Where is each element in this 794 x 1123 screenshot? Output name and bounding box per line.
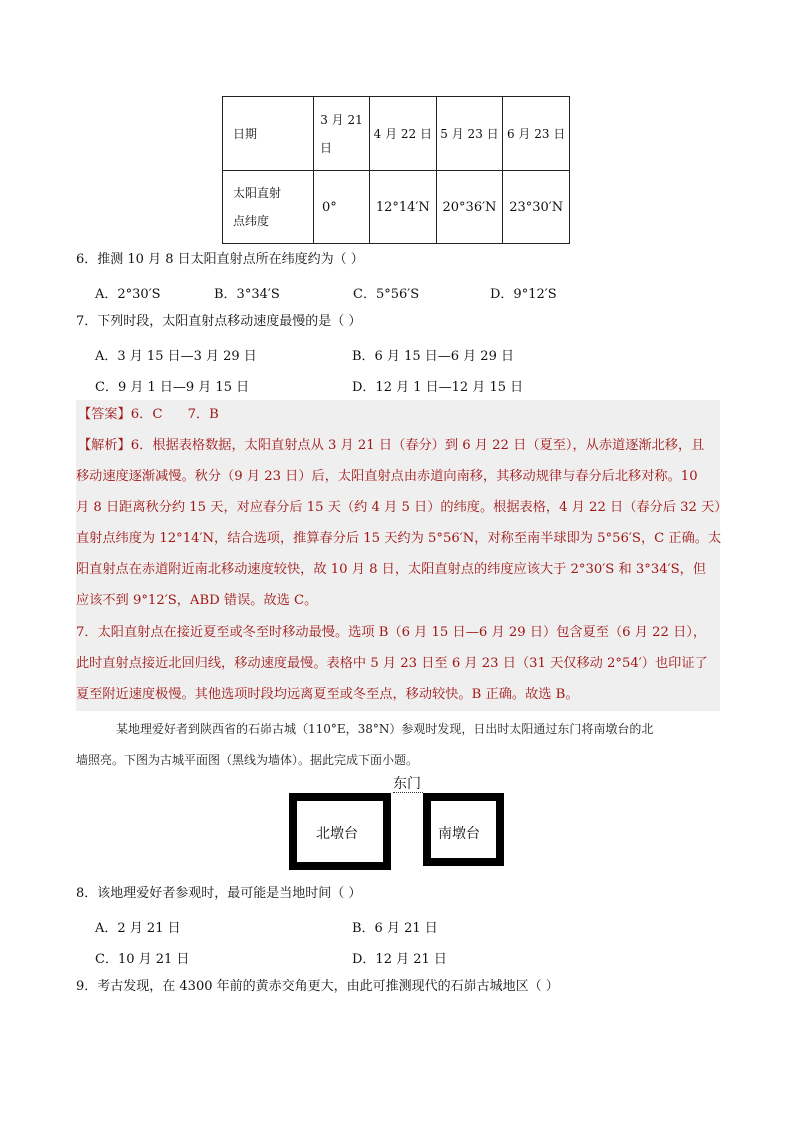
- analysis-line: 应该不到 9°12′S，ABD 错误。故选 C。: [76, 593, 318, 608]
- answer-line: [78, 406, 219, 424]
- east-gate-line: [393, 792, 423, 793]
- analysis-line: 7．太阳直射点在接近夏至或冬至时移动最慢。选项 B（6 月 15 日—6 月 29 日）包含夏至（6 月 22 日），: [76, 625, 707, 640]
- q8-option-c: C．10 月 21 日: [95, 952, 190, 967]
- answer-text: 6．C 7．B: [130, 407, 219, 422]
- table-header-cell: 6 月 23 日: [503, 97, 570, 171]
- north-platform-label: 北墩台: [316, 826, 358, 842]
- analysis-line: 月 8 日距离秋分约 15 天，对应春分后 15 天（约 4 月 5 日）的纬度。根据表格，4 月 22 日（春分后 32 天）: [76, 500, 728, 515]
- table-header-cell: 4 月 22 日: [370, 97, 437, 171]
- intro-line-1: 某地理爱好者到陕西省的石峁古城（110°E，38°N）参观时发现，日出时太阳通过东门将南墩台的北: [116, 722, 654, 736]
- table-header-cell: 日期: [223, 97, 314, 171]
- q7-option-a: A．3 月 15 日—3 月 29 日: [95, 349, 257, 364]
- table-header-row: [223, 97, 570, 171]
- analysis-line: 【解析】6．根据表格数据，太阳直射点从 3 月 21 日（春分）到 6 月 22 日（夏至），从赤道逐渐北移，且: [78, 438, 705, 453]
- east-gate-label: 东门: [393, 776, 421, 792]
- q6-option-a: A．2°30′S: [95, 287, 161, 302]
- question-8-stem: 8．该地理爱好者参观时，最可能是当地时间（ ）: [76, 886, 362, 901]
- analysis-label: 【解析】: [78, 438, 131, 453]
- q8-option-a: A．2 月 21 日: [95, 921, 181, 936]
- answer-label: 【答案】: [78, 407, 131, 422]
- table-cell: 0°: [314, 171, 370, 244]
- q8-option-d: D．12 月 21 日: [352, 952, 447, 967]
- analysis-line: 移动速度逐渐减慢。秋分（9 月 23 日）后，太阳直射点由赤道向南移，其移动规律与春分后北移对称。10: [76, 469, 698, 484]
- q8-option-b: B．6 月 21 日: [352, 921, 438, 936]
- table-cell: 23°30′N: [503, 171, 570, 244]
- intro-line-2: 墙照亮。下图为古城平面图（黑线为墙体）。据此完成下面小题。: [76, 753, 419, 767]
- q7-option-c: C．9 月 1 日—9 月 15 日: [95, 380, 250, 395]
- subsolar-latitude-table: [222, 96, 570, 244]
- analysis-line: 直射点纬度为 12°14′N，结合选项，推算春分后 15 天约为 5°56′N，对称至南半球即为 5°56′S，C 正确。太: [76, 531, 722, 546]
- q6-option-c: C．5°56′S: [353, 287, 420, 302]
- table-row-label: 太阳直射 点纬度: [223, 171, 314, 244]
- south-platform-label: 南墩台: [438, 826, 480, 842]
- analysis-line: 此时直射点接近北回归线，移动速度最慢。表格中 5 月 23 日至 6 月 23 日（31 天仅移动 2°54′）也印证了: [76, 656, 708, 671]
- q7-option-d: D．12 月 1 日—12 月 15 日: [352, 380, 524, 395]
- question-7-stem: 7．下列时段，太阳直射点移动速度最慢的是（ ）: [76, 314, 362, 329]
- table-row: [223, 171, 570, 244]
- table-cell: 20°36′N: [436, 171, 503, 244]
- analysis-line: 夏至附近速度极慢。其他选项时段均远离夏至或冬至点，移动较快。B 正确。故选 B。: [76, 687, 579, 702]
- question-9-stem: 9．考古发现，在 4300 年前的黄赤交角更大，由此可推测现代的石峁古城地区（ ）: [76, 979, 559, 994]
- q6-option-d: D．9°12′S: [490, 287, 557, 302]
- q6-option-b: B．3°34′S: [214, 287, 280, 302]
- q7-option-b: B．6 月 15 日—6 月 29 日: [352, 349, 514, 364]
- table-header-cell: 5 月 23 日: [436, 97, 503, 171]
- question-6-stem: 6．推测 10 月 8 日太阳直射点所在纬度约为（ ）: [76, 252, 364, 267]
- analysis-line: 阳直射点在赤道附近南北移动速度较快，故 10 月 8 日，太阳直射点的纬度应该大于 2°30′S 和 3°34′S，但: [76, 562, 707, 577]
- table-header-cell: 3 月 21 日: [314, 97, 370, 171]
- table-cell: 12°14′N: [370, 171, 437, 244]
